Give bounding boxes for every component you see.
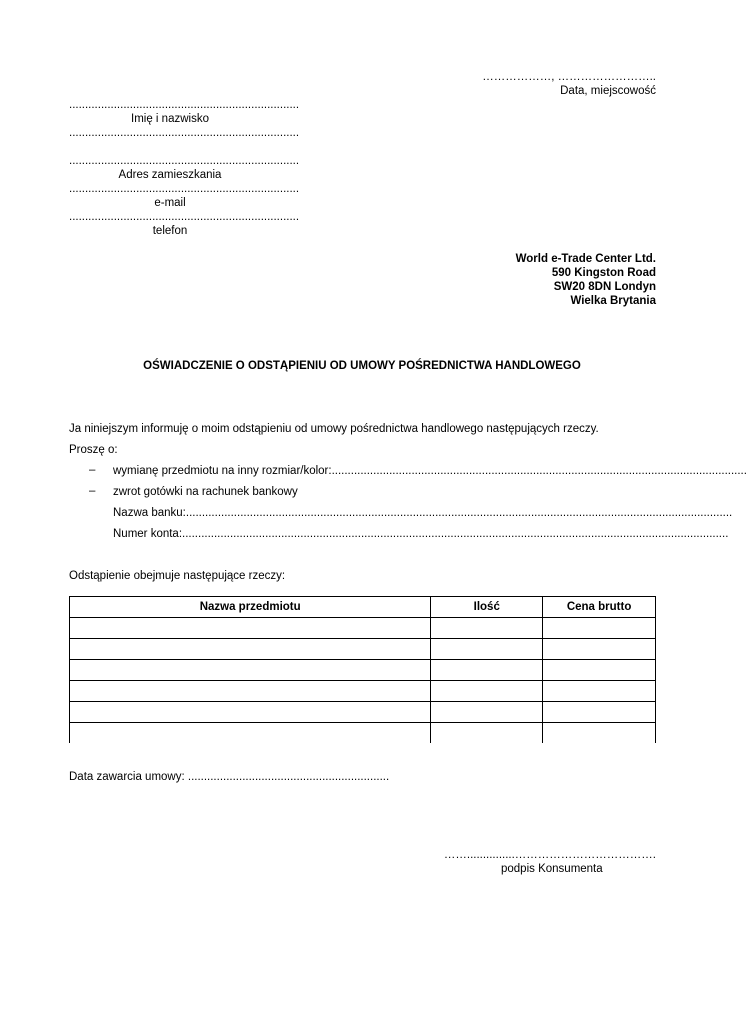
name-extra-dots: ........................................................................ (69, 127, 300, 139)
table-cell[interactable] (70, 660, 431, 681)
table-cell[interactable] (431, 723, 543, 744)
date-place-dots: ………………, …………………….. (482, 71, 656, 83)
table-cell[interactable] (543, 660, 656, 681)
account-number-field: Numer konta:........................................................................................................................................................................... (113, 528, 729, 540)
table-row (70, 660, 656, 681)
option1-dash: – (89, 464, 96, 476)
address-dots: ........................................................................ (69, 155, 300, 167)
table-row (70, 681, 656, 702)
exchange-option: wymianę przedmiotu na inny rozmiar/kolor:.................................................................................................................................. (113, 465, 747, 477)
recipient-company: World e-Trade Center Ltd. (515, 253, 656, 265)
bank-name-field: Nazwa banku:........................................................................................................................................................................... (113, 507, 733, 519)
column-header-gross-price: Cena brutto (543, 597, 656, 618)
phone-dots: ........................................................................ (69, 211, 300, 223)
date-place-label: Data, miejscowość (560, 85, 656, 97)
table-cell[interactable] (70, 723, 431, 744)
email-dots: ........................................................................ (69, 183, 300, 195)
table-cell[interactable] (431, 702, 543, 723)
document-title: OŚWIADCZENIE O ODSTĄPIENIU OD UMOWY POŚREDNICTWA HANDLOWEGO (143, 360, 581, 372)
signature-dots: ……...............………………………………. (443, 849, 656, 861)
column-header-quantity: Ilość (431, 597, 543, 618)
recipient-street: 590 Kingston Road (551, 267, 656, 279)
table-row (70, 618, 656, 639)
table-cell[interactable] (70, 618, 431, 639)
table-cell[interactable] (70, 681, 431, 702)
table-cell[interactable] (543, 702, 656, 723)
phone-label: telefon (152, 225, 188, 237)
table-cell[interactable] (431, 639, 543, 660)
address-label: Adres zamieszkania (118, 169, 222, 181)
column-header-item-name: Nazwa przedmiotu (70, 597, 431, 618)
table-cell[interactable] (543, 723, 656, 744)
email-label: e-mail (154, 197, 186, 209)
table-cell[interactable] (70, 702, 431, 723)
scope-text: Odstąpienie obejmuje następujące rzeczy: (69, 570, 286, 582)
table-row (70, 639, 656, 660)
table-header-row (70, 597, 656, 618)
table-cell[interactable] (543, 618, 656, 639)
table-cell[interactable] (543, 639, 656, 660)
signature-label: podpis Konsumenta (501, 863, 603, 875)
recipient-country: Wielka Brytania (570, 295, 656, 307)
table-cell[interactable] (431, 681, 543, 702)
request-text: Proszę o: (69, 444, 118, 456)
recipient-city: SW20 8DN Londyn (553, 281, 656, 293)
table-row (70, 702, 656, 723)
option2-dash: – (89, 485, 96, 497)
intro-text: Ja niniejszym informuję o moim odstąpieniu od umowy pośrednictwa handlowego następujących rzeczy. (69, 423, 599, 435)
table-cell[interactable] (431, 618, 543, 639)
table-row (70, 723, 656, 744)
table-cell[interactable] (431, 660, 543, 681)
name-label: Imię i nazwisko (131, 113, 209, 125)
refund-option: zwrot gotówki na rachunek bankowy (113, 486, 298, 498)
name-dots: ........................................................................ (69, 99, 300, 111)
items-table (69, 596, 656, 743)
table-cell[interactable] (70, 639, 431, 660)
table-cell[interactable] (543, 681, 656, 702)
contract-date-field: Data zawarcia umowy: ............................................................... (69, 771, 390, 783)
